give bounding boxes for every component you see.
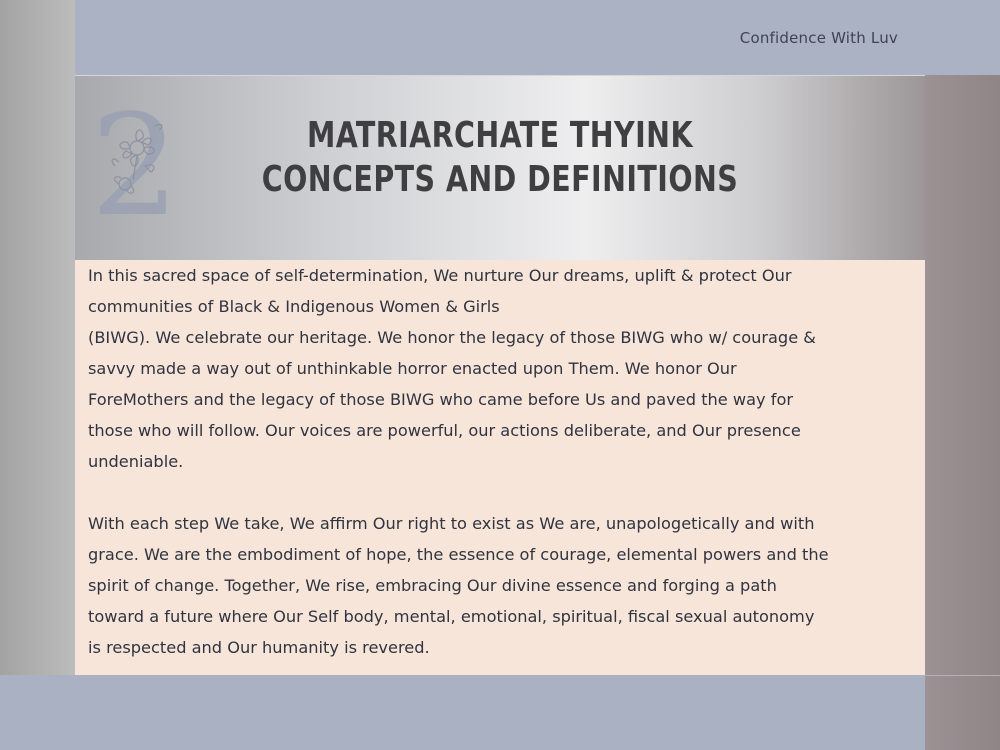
page-title — [75, 114, 925, 202]
header-panel — [75, 75, 925, 261]
title-line-2: CONCEPTS AND DEFINITIONS — [261, 158, 739, 200]
paragraph-1: In this sacred space of self-determination, We nurture Our dreams, uplift & protect Our communities of Black & Indigenous Women & Girls (BIWG). We celebrate our heritage. We honor the legacy of those BIWG who w/ courage & savvy made a way out of unthinkable horror enacted upon Them. We honor Our ForeMothers and the legacy of those BIWG who came before Us and paved the way for those who will follow. Our voices are powerful, our actions deliberate, and Our presence undeniable. — [88, 266, 816, 471]
paragraph-spacer — [88, 477, 913, 508]
body-text-panel — [75, 260, 925, 675]
top-band — [75, 0, 1000, 75]
left-decorative-strip — [0, 0, 75, 750]
paragraph-2: With each step We take, We affirm Our right to exist as We are, unapologetically and with grace. We are the embodiment of hope, the essence of courage, elemental powers and the spirit of change. Together, We rise, embracing Our divine essence and forging a path toward a future where Our Self body, mental, emotional, spiritual, fiscal sexual autonomy is respected and Our humanity is revered. — [88, 514, 829, 657]
title-line-1: MATRIARCHATE THYINK — [306, 115, 693, 156]
bottom-band — [0, 675, 925, 750]
numeral-glyph: 2 — [90, 96, 180, 226]
brand-name: Confidence With Luv — [739, 29, 898, 47]
right-decorative-block — [925, 75, 1000, 750]
right-block-divider — [925, 675, 1000, 676]
